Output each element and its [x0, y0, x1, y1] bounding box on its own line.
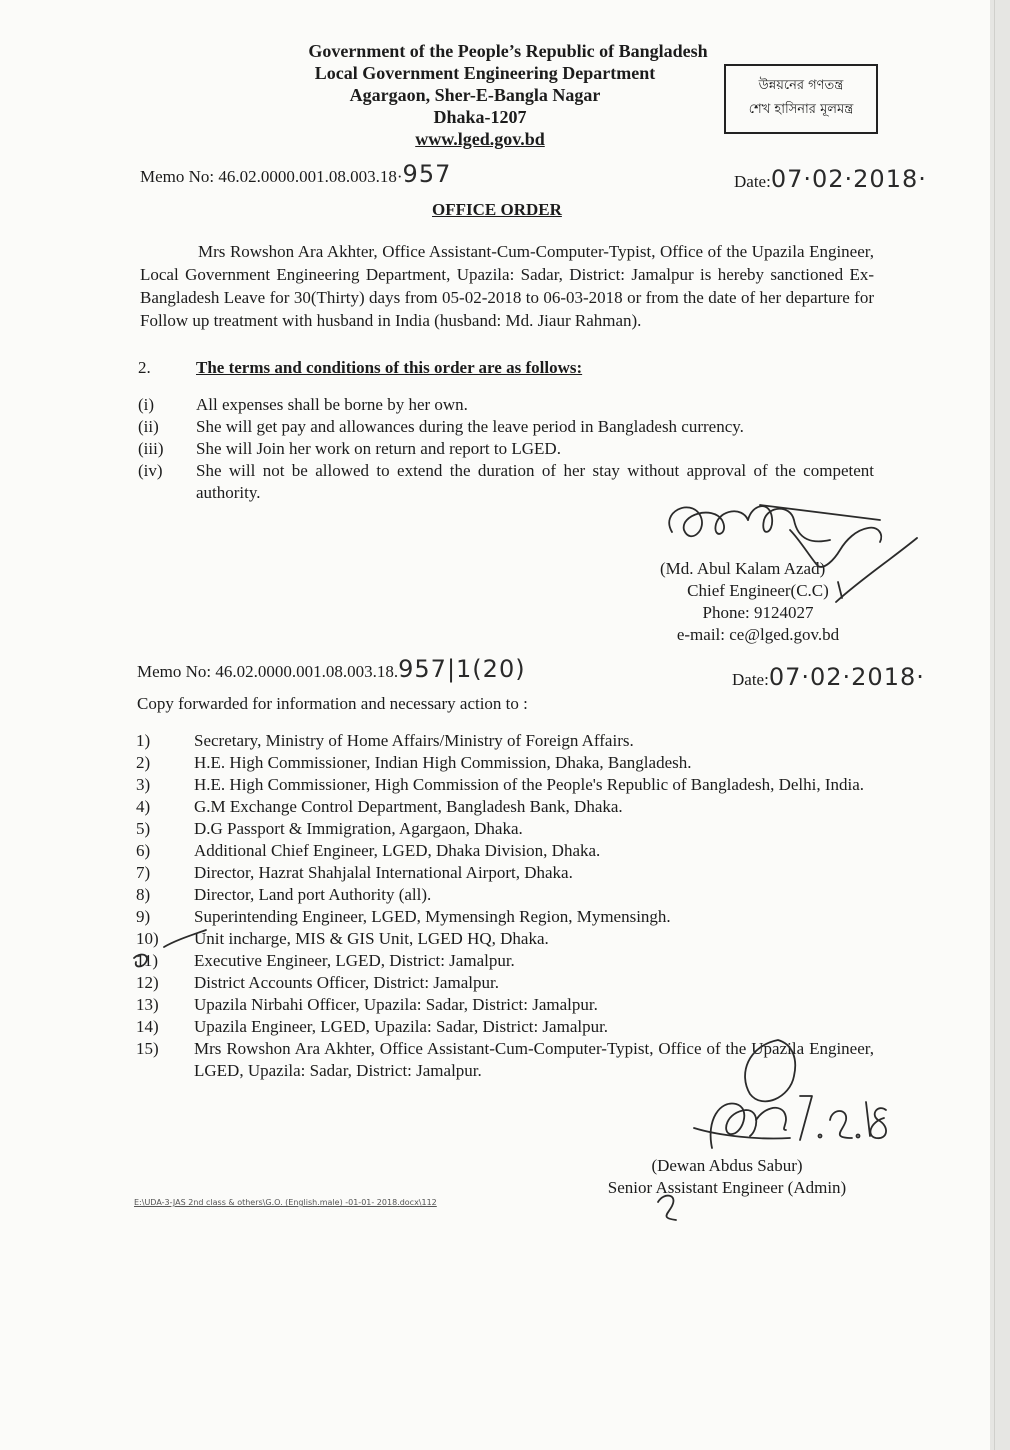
recipient-number: 5) [136, 819, 151, 838]
list-item [136, 906, 874, 928]
recipient-number: 8) [136, 885, 151, 904]
recipient-number: 2) [136, 753, 151, 772]
header-line-3: Agargaon, Sher-E-Bangla Nagar [349, 85, 601, 105]
recipient-text: Mrs Rowshon Ara Akhter, Office Assistant-Cum-Computer-Typist, Office of the Upazila Engineer, LGED, Upazila: Sadar, District: Jamalpur. [194, 1039, 874, 1080]
copy-forwarded-line: Copy forwarded for information and necessary action to : [137, 694, 528, 713]
recipient-text: District Accounts Officer, District: Jamalpur. [194, 973, 499, 992]
memo-number-1-handwritten: 957 [402, 160, 452, 188]
memo-date-1-handwritten: 07·02·2018· [770, 165, 927, 193]
memo-number-2-prefix: Memo No: 46.02.0000.001.08.003.18. [137, 662, 399, 681]
letterhead [250, 40, 750, 150]
memo-date-2-handwritten: 07·02·2018· [768, 663, 925, 691]
recipient-number: 10) [136, 929, 159, 948]
recipient-number: 13) [136, 995, 159, 1014]
memo-date-2-label: Date: [732, 670, 769, 689]
recipient-number: 14) [136, 1017, 159, 1036]
signature-block-2 [590, 1155, 864, 1199]
term-text: She will get pay and allowances during the leave period in Bangladesh currency. [196, 417, 744, 436]
terms-heading-number: 2. [138, 358, 151, 377]
list-item [138, 416, 874, 438]
list-item [136, 796, 874, 818]
list-item [136, 774, 874, 796]
terms-list [138, 394, 874, 504]
list-item [136, 950, 874, 972]
recipient-number: 15) [136, 1039, 159, 1058]
list-item [136, 1016, 874, 1038]
list-item [138, 438, 874, 460]
terms-heading [138, 358, 582, 378]
list-item [138, 460, 874, 504]
recipient-number: 11) [136, 951, 159, 970]
page-edge [990, 0, 1010, 1450]
recipient-text: Additional Chief Engineer, LGED, Dhaka Division, Dhaka. [194, 841, 601, 860]
signatory-1-name: (Md. Abul Kalam Azad) [660, 559, 826, 578]
memo-date-1 [734, 165, 927, 193]
order-paragraph: Mrs Rowshon Ara Akhter, Office Assistant-Cum-Computer-Typist, Office of the Upazila Engineer, Local Government Engineering Department, Upazila: Sadar, District: Jamalpur is hereby sanctioned Ex-Bangladesh Leave for 30(Thirty) days from 05-02-2018 to 06-03-2018 or from the date of her departure for Follow up treatment with husband in India (husband: Md. Jiaur Rahman). [140, 242, 874, 330]
recipient-number: 7) [136, 863, 151, 882]
list-item [136, 928, 874, 950]
document-title: OFFICE ORDER [432, 200, 562, 219]
signatory-1-phone: Phone: 9124027 [702, 603, 814, 622]
stamp-line-2: শেখ হাসিনার মূলমন্ত্র [748, 102, 854, 117]
recipient-text: Upazila Nirbahi Officer, Upazila: Sadar, District: Jamalpur. [194, 995, 598, 1014]
memo-number-1 [140, 160, 451, 188]
terms-heading-text: The terms and conditions of this order are as follows: [196, 358, 583, 377]
recipient-text: G.M Exchange Control Department, Bangladesh Bank, Dhaka. [194, 797, 623, 816]
signatory-2-name: (Dewan Abdus Sabur) [651, 1156, 803, 1175]
recipient-text: Director, Hazrat Shahjalal International Airport, Dhaka. [194, 863, 573, 882]
list-item [136, 1038, 874, 1082]
recipient-text: Director, Land port Authority (all). [194, 885, 432, 904]
recipient-text: Unit incharge, MIS & GIS Unit, LGED HQ, Dhaka. [194, 929, 549, 948]
recipient-text: Upazila Engineer, LGED, Upazila: Sadar, District: Jamalpur. [194, 1017, 609, 1036]
recipient-number: 6) [136, 841, 151, 860]
term-number: (iv) [138, 461, 163, 480]
header-line-1: Government of the People’s Republic of Bangladesh [308, 41, 708, 61]
memo-number-1-prefix: Memo No: 46.02.0000.001.08.003.18· [140, 167, 403, 186]
recipient-text: H.E. High Commissioner, Indian High Commission, Dhaka, Bangladesh. [194, 753, 692, 772]
list-item [136, 840, 874, 862]
term-number: (ii) [138, 417, 159, 436]
header-website: www.lged.gov.bd [415, 129, 545, 149]
signatory-1-designation: Chief Engineer(C.C) [687, 581, 829, 600]
recipient-number: 9) [136, 907, 151, 926]
stamp-line-1: উন্নয়নের গণতন্ত্র [758, 78, 844, 93]
list-item [138, 394, 874, 416]
recipient-number: 1) [136, 731, 151, 750]
header-line-4: Dhaka-1207 [433, 107, 527, 127]
recipient-text: H.E. High Commissioner, High Commission of the People's Republic of Bangladesh, Delhi, India. [194, 775, 865, 794]
term-number: (iii) [138, 439, 164, 458]
memo-number-2 [137, 655, 526, 683]
signatory-1-email: e-mail: ce@lged.gov.bd [676, 625, 840, 644]
term-number: (i) [138, 395, 155, 414]
recipient-list [136, 730, 874, 1082]
term-text: She will Join her work on return and report to LGED. [196, 439, 561, 458]
list-item [136, 884, 874, 906]
recipient-text: Secretary, Ministry of Home Affairs/Ministry of Foreign Affairs. [194, 731, 634, 750]
list-item [136, 972, 874, 994]
term-text: All expenses shall be borne by her own. [196, 395, 468, 414]
list-item [136, 752, 874, 774]
term-text: She will not be allowed to extend the duration of her stay without approval of the competent authority. [196, 461, 874, 502]
recipient-text: D.G Passport & Immigration, Agargaon, Dhaka. [194, 819, 523, 838]
recipient-text: Executive Engineer, LGED, District: Jamalpur. [194, 951, 515, 970]
header-line-2: Local Government Engineering Department [314, 63, 656, 83]
memo-number-2-handwritten: 957|1(20) [398, 655, 526, 683]
list-item [136, 730, 874, 752]
list-item [136, 818, 874, 840]
signature-block-1 [660, 558, 856, 646]
file-path-footer: E:\UDA-3-JAS 2nd class & others\G.O. (English.male) -01-01- 2018.docx\112 [134, 1198, 437, 1207]
recipient-number: 3) [136, 775, 151, 794]
slogan-stamp [724, 64, 878, 134]
memo-date-1-label: Date: [734, 172, 771, 191]
recipient-number: 12) [136, 973, 159, 992]
list-item [136, 994, 874, 1016]
signatory-2-designation: Senior Assistant Engineer (Admin) [607, 1178, 847, 1197]
recipient-number: 4) [136, 797, 151, 816]
recipient-text: Superintending Engineer, LGED, Mymensingh Region, Mymensingh. [194, 907, 671, 926]
list-item [136, 862, 874, 884]
memo-date-2 [732, 663, 925, 691]
